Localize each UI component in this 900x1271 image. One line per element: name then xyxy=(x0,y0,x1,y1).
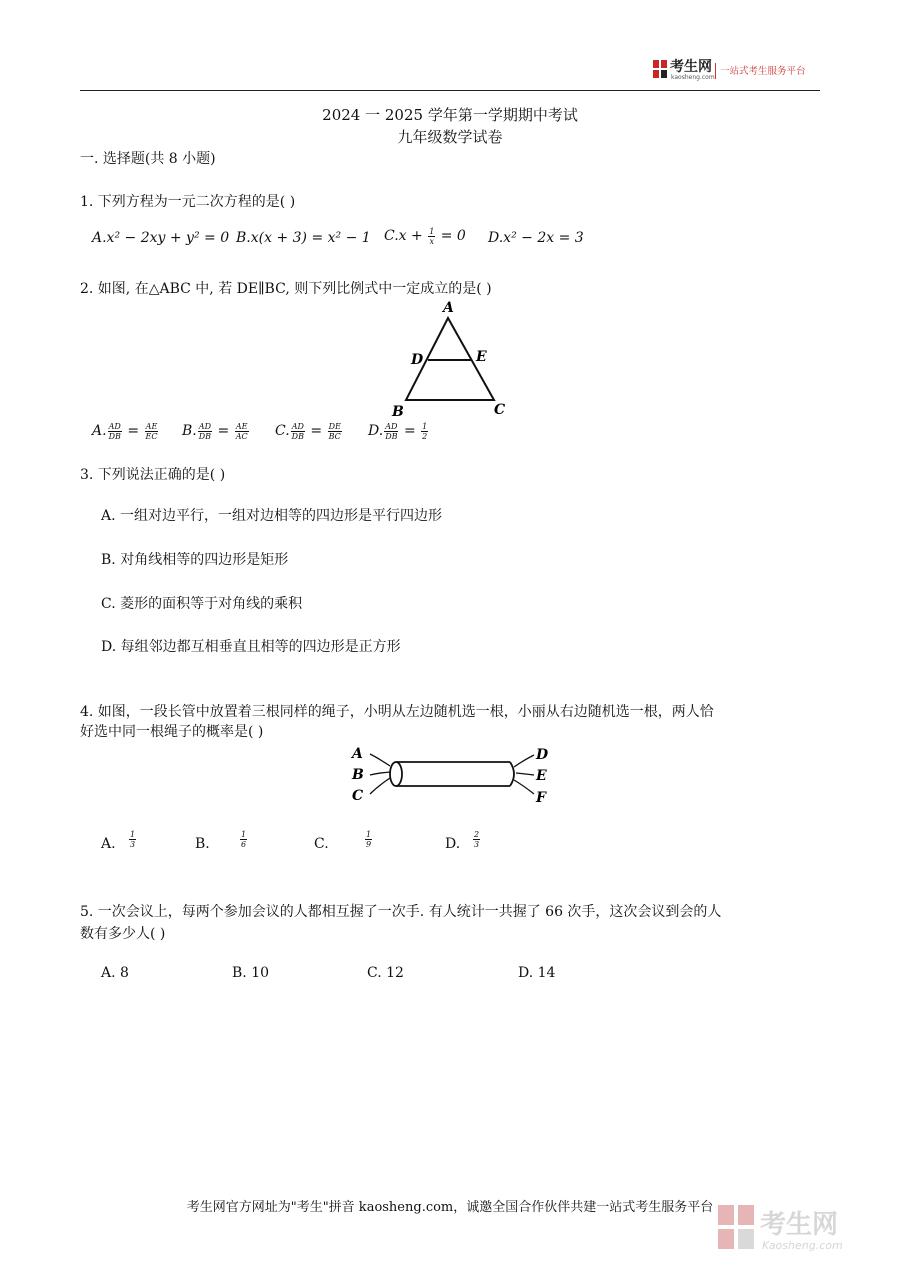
q4-d-den: 3 xyxy=(474,840,480,849)
q4-stem-line1: 4. 如图，一段长管中放置着三根同样的绳子，小明从左边随机选一根，小丽从右边随机选一根，两人恰 xyxy=(80,704,714,720)
q5-option-d: D. 14 xyxy=(518,965,556,981)
q5-stem-line1: 5. 一次会议上，每两个参加会议的人都相互握了一次手. 有人统计一共握了 66 次手，这次会议到会的人 xyxy=(80,904,722,920)
q1-option-c-num: 1 xyxy=(429,226,435,236)
q3-option-a: A. 一组对边平行，一组对边相等的四边形是平行四边形 xyxy=(101,508,443,524)
q2-a-right-fraction xyxy=(145,422,159,441)
exam-title: 2024 一 2025 学年第一学期期中考试 xyxy=(322,106,578,124)
q5-option-a: A. 8 xyxy=(101,965,129,981)
q2-c-right-den: BC xyxy=(328,431,341,441)
q2-option-b xyxy=(182,421,250,441)
q2-a-right-num: AE xyxy=(145,421,158,431)
q5-option-b: B. 10 xyxy=(232,965,270,981)
q1-option-c xyxy=(384,226,466,246)
label-c: C xyxy=(494,402,506,418)
brand-url: kaosheng.com xyxy=(671,74,715,81)
page-footer: 考生网官方网址为"考生"拼音 kaosheng.com，诚邀全国合作伙伴共建一站式考生服务平台 xyxy=(186,1200,714,1215)
q2-d-left-den: DB xyxy=(385,431,398,441)
q2-a-eq: = xyxy=(127,423,140,439)
q4-option-b-fraction xyxy=(239,830,248,849)
brand-logo-icon xyxy=(653,60,667,78)
q2-d-eq: = xyxy=(403,423,416,439)
brand-slogan: 一站式考生服务平台 xyxy=(720,66,806,77)
q2-option-d-letter: D. xyxy=(368,423,384,439)
q2-d-right-den: 2 xyxy=(422,431,428,441)
label-b: B xyxy=(392,404,404,420)
q3-option-b: B. 对角线相等的四边形是矩形 xyxy=(101,552,289,568)
q2-b-left-fraction xyxy=(198,422,212,441)
q4-option-d-letter: D. xyxy=(445,836,461,852)
q2-b-left-num: AD xyxy=(198,421,211,431)
q4-stem-line2: 好选中同一根绳子的概率是( ) xyxy=(80,724,264,740)
q4-c-num: 1 xyxy=(366,830,372,839)
q2-d-left-num: AD xyxy=(385,421,398,431)
q2-option-c-letter: C. xyxy=(275,423,290,439)
q2-b-right-num: AE xyxy=(235,421,248,431)
q2-c-right-fraction xyxy=(328,422,342,441)
q2-b-eq: = xyxy=(217,423,230,439)
q2-b-right-fraction xyxy=(235,422,249,441)
q1-option-c-fraction xyxy=(428,227,435,246)
q3-option-c: C. 菱形的面积等于对角线的乘积 xyxy=(101,596,303,612)
q4-option-c-letter: C. xyxy=(314,836,329,852)
q4-option-d-fraction xyxy=(472,830,481,849)
q1-option-c-den: x xyxy=(429,236,434,246)
q4-b-den: 6 xyxy=(241,840,247,849)
q4-option-c-fraction xyxy=(364,830,373,849)
q1-option-b: B.x(x + 3) = x² − 1 xyxy=(236,230,371,246)
rope-label-d: D xyxy=(536,747,549,763)
q2-a-right-den: EC xyxy=(145,431,158,441)
q2-stem: 2. 如图, 在△ABC 中, 若 DE∥BC, 则下列比例式中一定成立的是( ) xyxy=(80,281,492,297)
q2-a-left-num: AD xyxy=(108,421,121,431)
watermark xyxy=(718,1203,868,1259)
q2-option-b-letter: B. xyxy=(182,423,197,439)
header-rule xyxy=(80,90,820,91)
q4-c-den: 9 xyxy=(366,840,372,849)
q2-d-right-num: 1 xyxy=(422,421,428,431)
q1-option-c-prefix: C.x + xyxy=(384,228,428,244)
rope-label-f: F xyxy=(536,790,546,806)
q2-d-right-fraction xyxy=(421,422,428,441)
q3-option-d: D. 每组邻边都互相垂直且相等的四边形是正方形 xyxy=(101,639,401,655)
q2-option-a xyxy=(92,421,159,441)
q4-d-num: 2 xyxy=(474,830,480,839)
brand-name: 考生网 xyxy=(670,59,712,75)
q4-option-a-fraction xyxy=(128,830,137,849)
label-d: D xyxy=(411,352,424,368)
q2-b-left-den: DB xyxy=(198,431,212,441)
section-heading: 一. 选择题(共 8 小题) xyxy=(80,151,216,167)
exam-subtitle: 九年级数学试卷 xyxy=(397,128,503,146)
rope-label-a: A xyxy=(352,746,363,762)
q2-b-right-den: AC xyxy=(235,431,248,441)
pipe-rope-figure xyxy=(348,742,558,808)
q4-a-den: 3 xyxy=(130,840,136,849)
q3-stem: 3. 下列说法正确的是( ) xyxy=(80,467,226,483)
label-e: E xyxy=(476,349,487,365)
q1-option-c-suffix: = 0 xyxy=(436,228,466,244)
q2-c-left-num: AD xyxy=(291,421,304,431)
q1-option-d: D.x² − 2x = 3 xyxy=(488,230,584,246)
q2-a-left-fraction xyxy=(108,422,122,441)
rope-label-e: E xyxy=(536,768,547,784)
q2-c-eq: = xyxy=(310,423,323,439)
triangle-figure xyxy=(386,298,516,420)
brand-divider xyxy=(715,63,716,79)
q5-stem-line2: 数有多少人( ) xyxy=(80,926,166,942)
q2-option-c xyxy=(275,421,343,441)
watermark-url: Kaosheng.com xyxy=(762,1239,843,1252)
q2-c-right-num: DE xyxy=(328,421,341,431)
label-a: A xyxy=(443,300,454,316)
q4-b-num: 1 xyxy=(241,830,247,839)
q2-c-left-fraction xyxy=(291,422,305,441)
rope-label-b: B xyxy=(352,767,364,783)
q2-a-left-den: DB xyxy=(108,431,121,441)
q4-a-num: 1 xyxy=(130,830,136,839)
watermark-logo-icon xyxy=(718,1203,868,1255)
q2-option-a-letter: A. xyxy=(92,423,107,439)
q4-option-a-letter: A. xyxy=(101,836,116,852)
q5-option-c: C. 12 xyxy=(367,965,404,981)
q2-d-left-fraction xyxy=(384,422,398,441)
q2-c-left-den: DB xyxy=(291,431,304,441)
q1-option-a: A.x² − 2xy + y² = 0 xyxy=(92,230,230,246)
q4-option-b-letter: B. xyxy=(195,836,210,852)
q2-option-d xyxy=(368,421,429,441)
rope-label-c: C xyxy=(352,788,364,804)
q1-stem: 1. 下列方程为一元二次方程的是( ) xyxy=(80,194,296,210)
watermark-name: 考生网 xyxy=(760,1210,839,1240)
